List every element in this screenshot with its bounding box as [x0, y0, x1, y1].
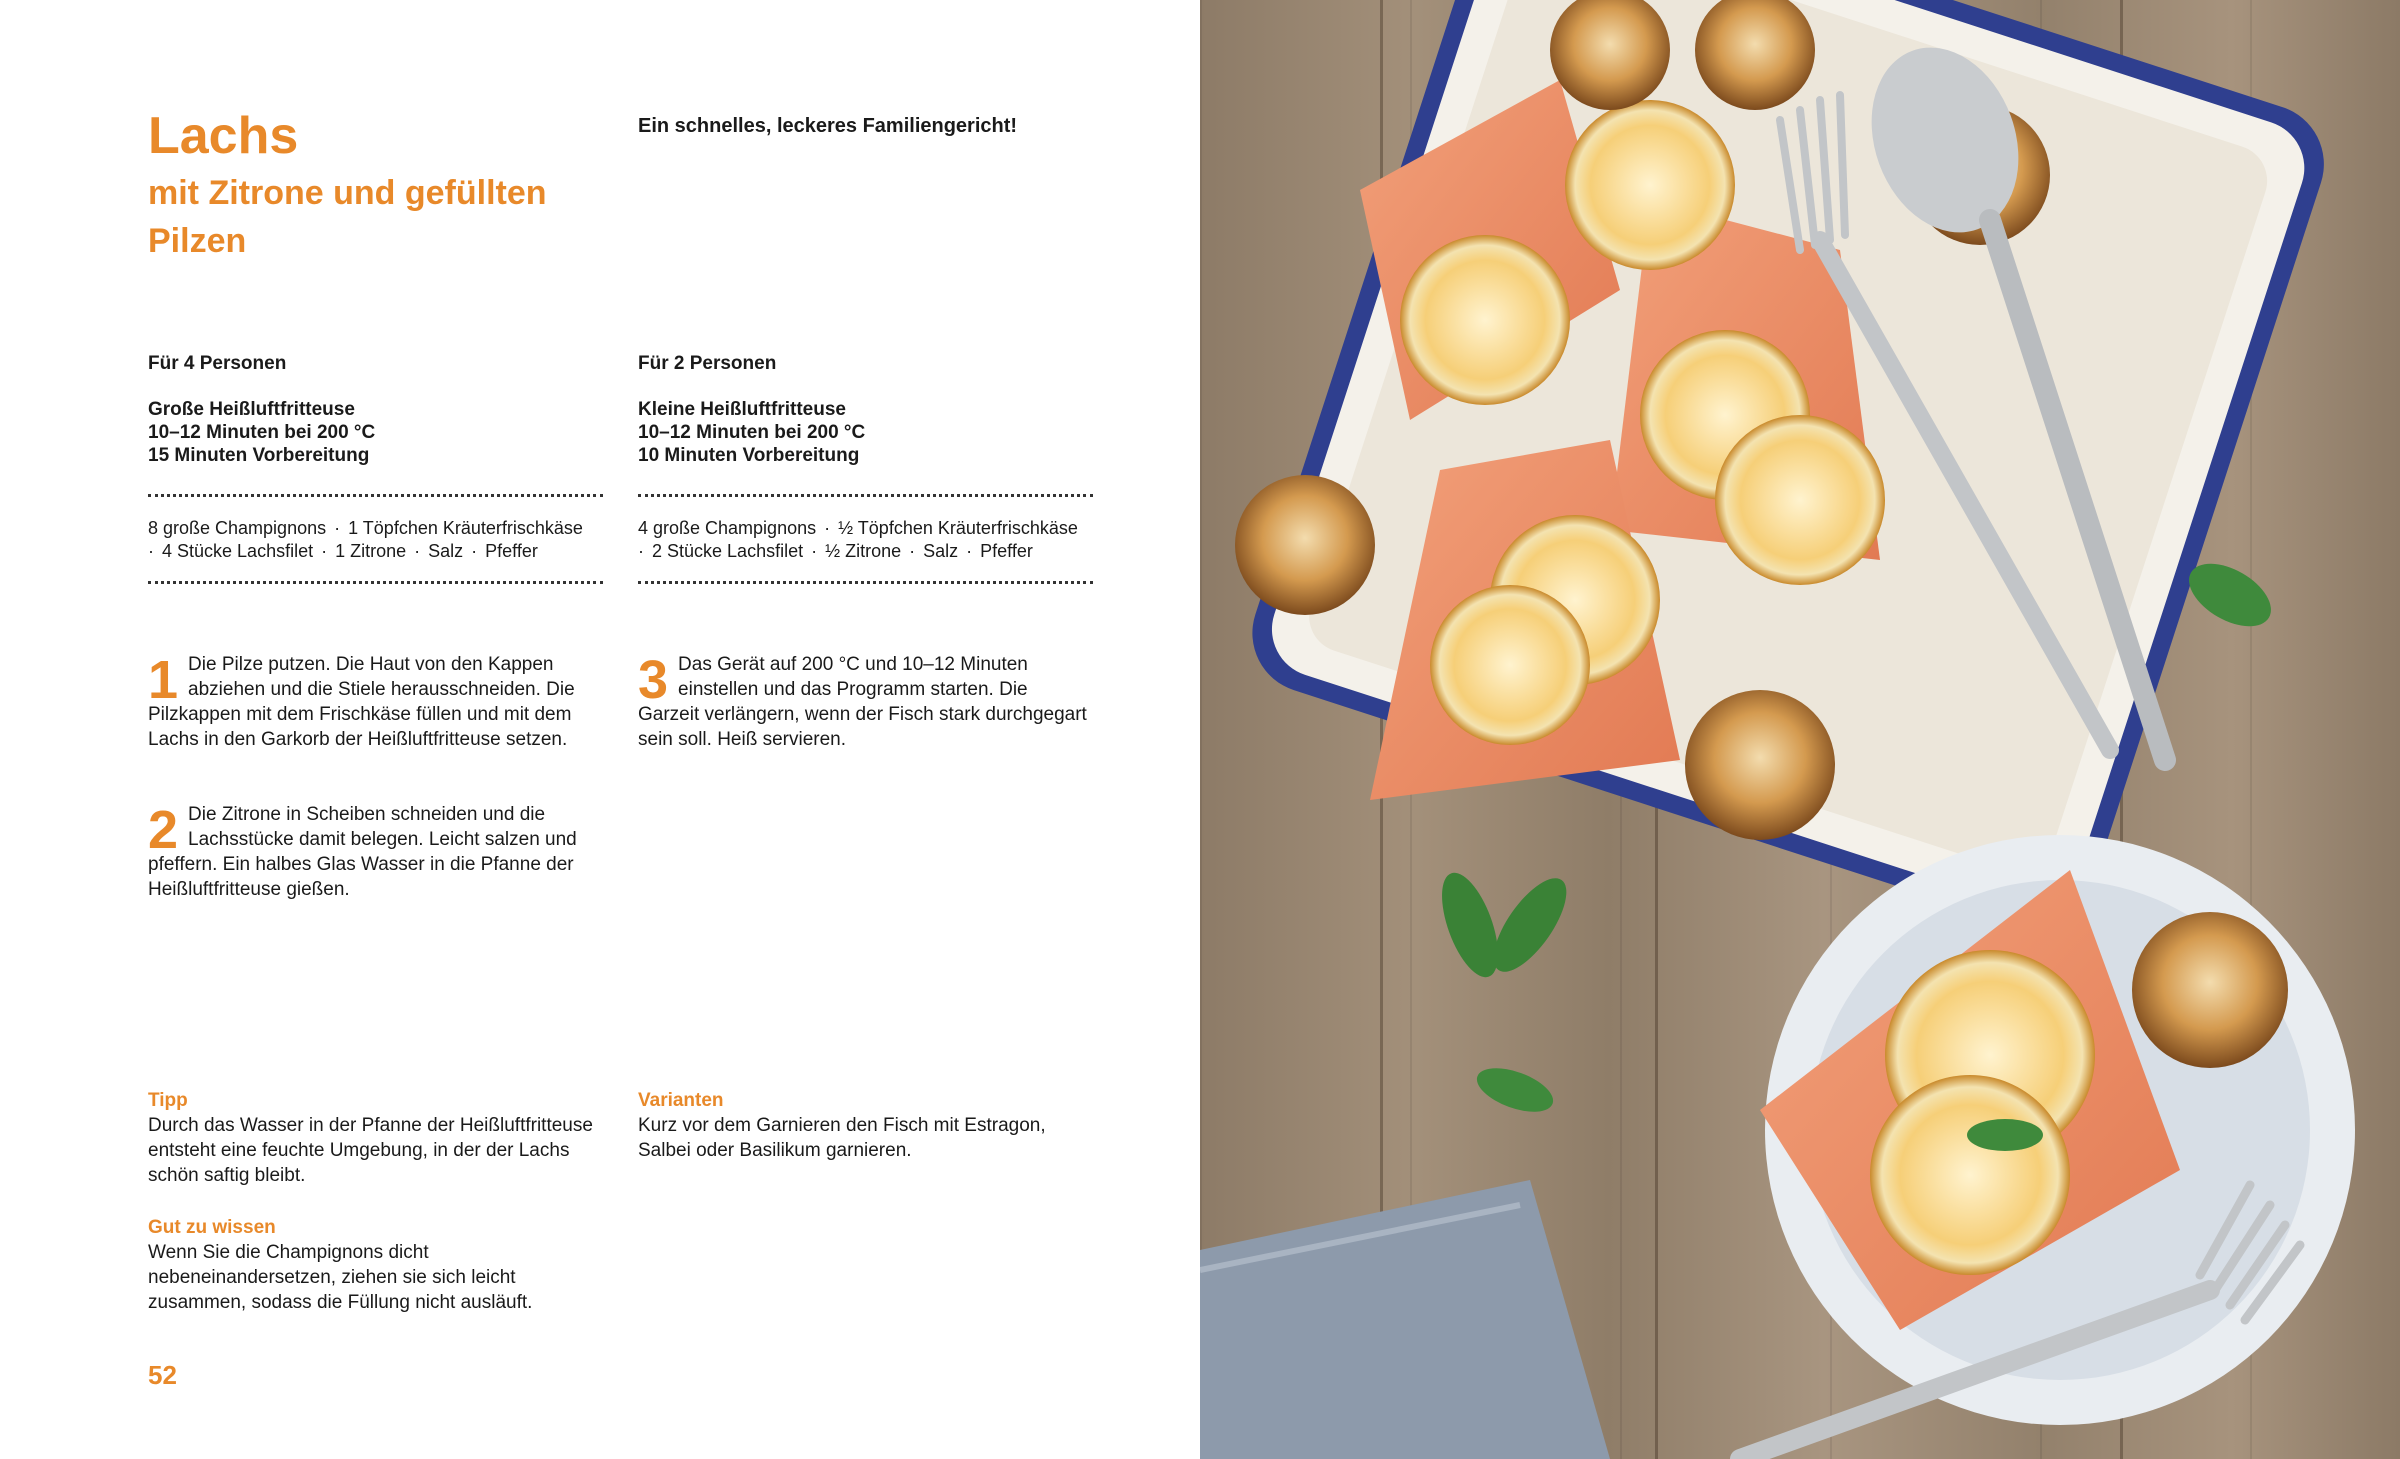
persons-2: Für 2 Personen: [638, 353, 777, 374]
step-3: [638, 652, 1093, 752]
page-number: 52: [148, 1360, 177, 1390]
step-1: [148, 652, 603, 752]
lemon-slice: [1715, 415, 1885, 585]
stuffed-mushroom: [1685, 690, 1835, 840]
recipe-tagline: Ein schnelles, leckeres Familiengericht!: [638, 115, 1018, 137]
tip-heading: Tipp: [148, 1090, 188, 1111]
ingredient: ½ Zitrone: [825, 541, 902, 561]
ingredient: 1 Töpfchen Kräuterfrischkäse: [348, 518, 583, 538]
step-2: [148, 802, 603, 902]
divider: [638, 494, 1093, 497]
variants-box: [638, 1088, 1093, 1163]
ingredient: Pfeffer: [980, 541, 1033, 561]
recipe-title: Lachs: [148, 107, 299, 165]
variants-heading: Varianten: [638, 1090, 724, 1111]
basil-leaf: [1471, 1059, 1558, 1120]
specs-2: [638, 398, 1098, 467]
divider: [148, 494, 603, 497]
step-number: 1: [148, 650, 179, 710]
prep-2: 10 Minuten Vorbereitung: [638, 445, 860, 466]
ingredient: Salz: [923, 541, 959, 561]
basil-leaf: [1480, 867, 1579, 982]
device-4: Große Heißluftfritteuse: [148, 399, 355, 420]
step-text: Die Pilze putzen. Die Haut von den Kappen abziehen und die Stiele herausschneiden. Die Pilzkappen mit dem Frischkäse füllen und mit dem Lachs in den Garkorb der Heißluftfritteuse setzen.: [148, 654, 575, 750]
lemon-slice: [1870, 1075, 2070, 1275]
ingredient-list-4: 8 große Champignons · 1 Töpfchen Kräuterfrischkäse · 4 Stücke Lachsfilet · 1 Zitrone · Salz · Pfeffer: [148, 518, 583, 561]
good-to-know-text: Wenn Sie die Champignons dicht nebeneinandersetzen, ziehen sie sich leicht zusammen, sodass die Füllung nicht ausläuft.: [148, 1242, 533, 1313]
variants-text: Kurz vor dem Garnieren den Fisch mit Estragon, Salbei oder Basilikum garnieren.: [638, 1115, 1046, 1161]
ingredient-list-2: 4 große Champignons · ½ Töpfchen Kräuterfrischkäse · 2 Stücke Lachsfilet · ½ Zitrone · Salz · Pfeffer: [638, 518, 1078, 561]
prep-4: 15 Minuten Vorbereitung: [148, 445, 370, 466]
step-text: Das Gerät auf 200 °C und 10–12 Minuten einstellen und das Programm starten. Die Garzeit verlängern, wenn der Fisch stark durchgegart sein soll. Heiß servieren.: [638, 654, 1087, 750]
food-illustration: [1200, 0, 2400, 1459]
ingredient: Salz: [428, 541, 464, 561]
ingredient: 8 große Champignons: [148, 518, 327, 538]
recipe-subtitle: mit Zitrone und gefüllten Pilzen: [148, 174, 547, 260]
device-2: Kleine Heißluftfritteuse: [638, 399, 846, 420]
time-4: 10–12 Minuten bei 200 °C: [148, 422, 376, 443]
lemon-slice: [1430, 585, 1590, 745]
basil-leaf: [1967, 1119, 2043, 1151]
step-text: Die Zitrone in Scheiben schneiden und die Lachsstücke damit belegen. Leicht salzen und pfeffern. Ein halbes Glas Wasser in die Pfanne der Heißluftfritteuse gießen.: [148, 804, 577, 900]
ingredient: 4 große Champignons: [638, 518, 817, 538]
stuffed-mushroom: [2132, 912, 2288, 1068]
ingredient: 4 Stücke Lachsfilet: [162, 541, 314, 561]
divider: [638, 581, 1093, 584]
ingredient: 2 Stücke Lachsfilet: [652, 541, 804, 561]
ingredient: Pfeffer: [485, 541, 538, 561]
good-to-know-heading: Gut zu wissen: [148, 1217, 276, 1238]
ingredient: ½ Töpfchen Kräuterfrischkäse: [838, 518, 1078, 538]
time-2: 10–12 Minuten bei 200 °C: [638, 422, 866, 443]
good-to-know-box: [148, 1215, 603, 1315]
specs-4: [148, 398, 608, 467]
tip-text: Durch das Wasser in der Pfanne der Heißluftfritteuse entsteht eine feuchte Umgebung, in der der Lachs schön saftig bleibt.: [148, 1115, 593, 1186]
tip-box: [148, 1088, 603, 1188]
persons-4: Für 4 Personen: [148, 353, 287, 374]
food-photo: [1200, 0, 2400, 1459]
step-number: 2: [148, 800, 179, 860]
ingredient: 1 Zitrone: [335, 541, 407, 561]
stuffed-mushroom: [1235, 475, 1375, 615]
lemon-slice: [1565, 100, 1735, 270]
step-number: 3: [638, 650, 669, 710]
divider: [148, 581, 603, 584]
lemon-slice: [1400, 235, 1570, 405]
napkin: [1200, 1180, 1610, 1459]
